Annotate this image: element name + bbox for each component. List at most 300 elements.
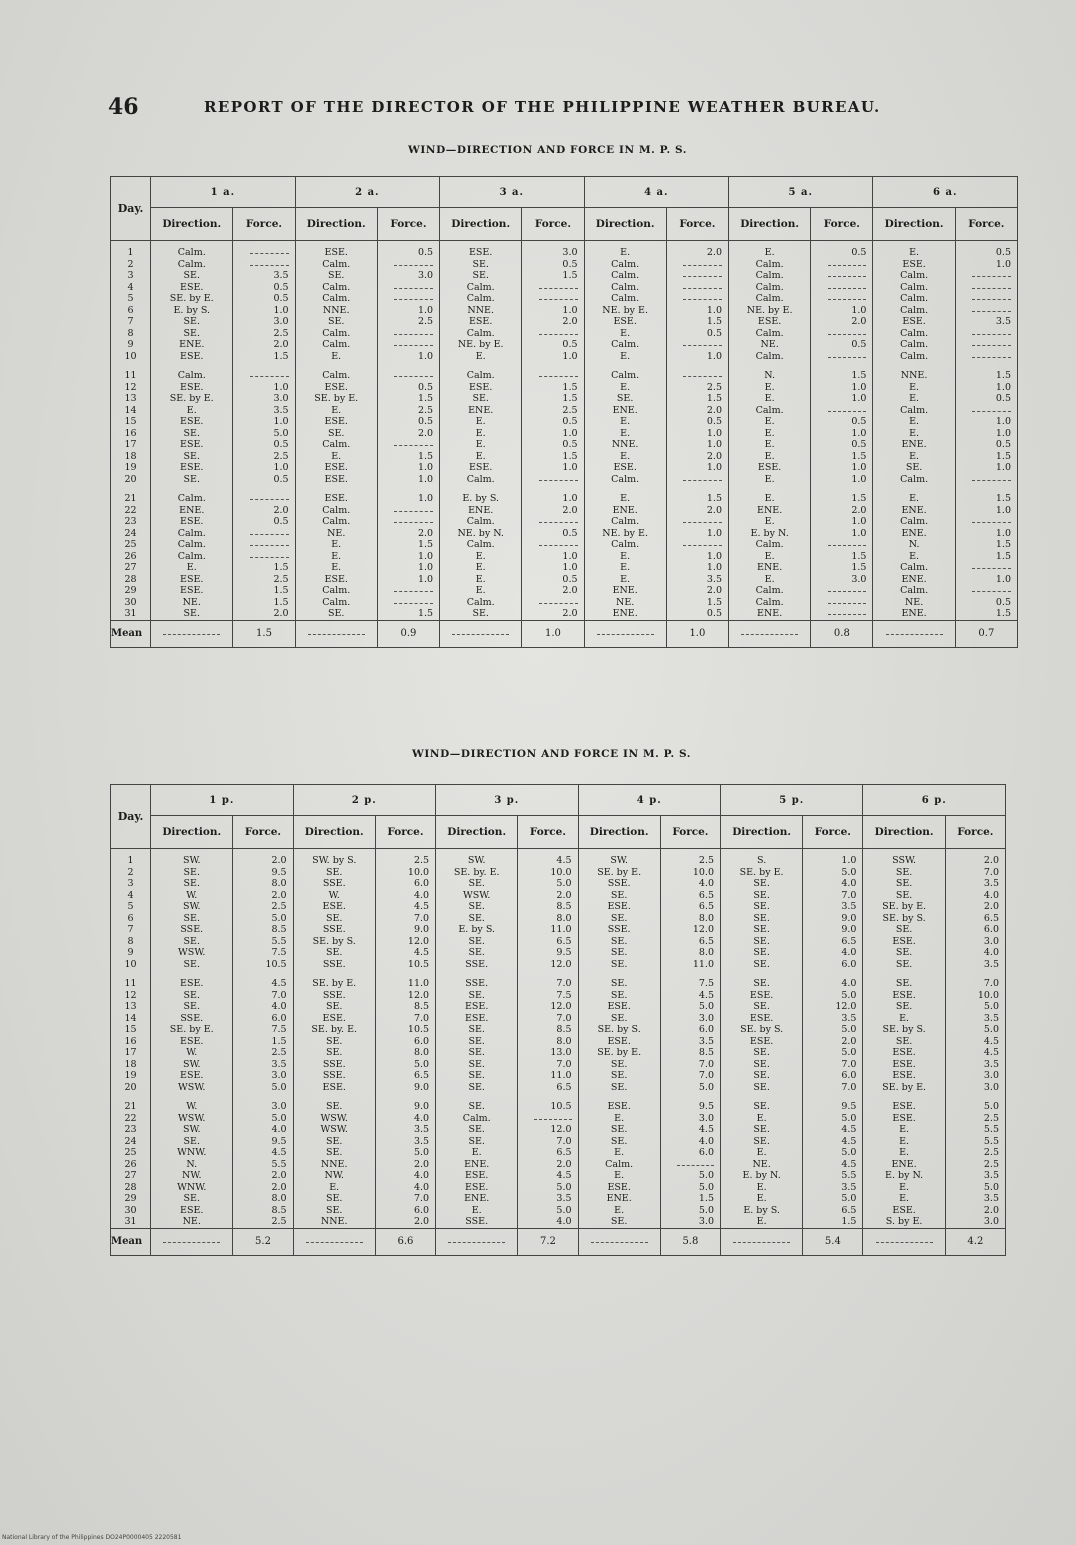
direction-value: SE. by. E.	[311, 1024, 358, 1035]
force-value	[233, 247, 288, 259]
direction-header: Direction.	[436, 816, 518, 849]
hour-header: 5 p.	[721, 785, 863, 816]
direction-value: NE.	[752, 1158, 771, 1170]
force-value: 5.5	[841, 1170, 857, 1181]
direction-value: Calm.	[900, 293, 929, 304]
force-value: 7.0	[556, 1058, 572, 1070]
direction-value: SE.	[183, 878, 200, 889]
force-value: 1.5	[706, 596, 722, 608]
force-value: 5.5	[271, 1158, 287, 1170]
direction-value: E.	[620, 381, 631, 393]
hour-header: 4 a.	[584, 177, 728, 208]
force-header: Force.	[522, 208, 584, 241]
direction-value: Calm.	[322, 504, 351, 516]
force-value: 1.5	[417, 450, 434, 462]
direction-value: Calm.	[322, 516, 351, 527]
force-value: 2.5	[983, 1147, 999, 1158]
direction-value: Calm.	[755, 327, 784, 339]
mean-direction-blank	[151, 620, 233, 647]
blank-dash	[741, 628, 798, 635]
force-value	[811, 328, 866, 340]
direction-value: ESE.	[180, 1070, 204, 1081]
force-value: 5.0	[698, 1001, 714, 1012]
direction-value: Calm.	[755, 258, 784, 270]
force-value: 4.0	[413, 1112, 430, 1124]
force-value: 6.5	[983, 912, 999, 924]
force-value	[378, 282, 433, 294]
force-header: Force.	[233, 208, 295, 241]
force-value: 1.5	[995, 539, 1011, 550]
day-number: 28	[124, 1181, 137, 1193]
direction-value: ENE.	[901, 527, 927, 539]
force-value	[661, 1159, 714, 1171]
force-value: 11.0	[692, 958, 714, 970]
force-value: 4.5	[841, 1135, 857, 1147]
force-value: 0.5	[851, 439, 867, 450]
direction-value: Calm.	[611, 539, 640, 550]
direction-value: E.	[475, 585, 486, 596]
day-number: 10	[124, 350, 137, 362]
day-number: 4	[127, 889, 134, 901]
day-number: 24	[124, 1135, 137, 1147]
force-value: 5.0	[556, 1181, 572, 1193]
direction-value: E.	[909, 450, 920, 462]
mean-direction-blank	[440, 620, 522, 647]
force-value: 6.5	[556, 935, 572, 947]
force-value: 1.0	[995, 462, 1011, 473]
force-value: 4.0	[983, 889, 999, 901]
direction-value: SE.	[895, 1001, 913, 1012]
direction-value: NW.	[182, 1170, 202, 1181]
direction-value: Calm.	[900, 404, 929, 416]
force-value: 6.0	[983, 924, 999, 935]
direction-value: SE.	[325, 947, 343, 958]
direction-value: Calm.	[322, 339, 351, 350]
direction-value: E.	[475, 550, 486, 562]
direction-value: E.	[620, 562, 631, 573]
force-value: 6.5	[698, 935, 714, 947]
force-value	[811, 270, 866, 282]
force-value: 1.0	[562, 550, 578, 562]
force-value: 7.5	[556, 989, 572, 1001]
force-value: 2.0	[417, 427, 434, 439]
direction-value: ESE.	[607, 901, 631, 912]
direction-value: SSE.	[322, 958, 346, 970]
day-number: 8	[127, 935, 134, 947]
direction-value: SE.	[610, 1135, 628, 1147]
direction-value: E.	[614, 1204, 625, 1216]
direction-column	[873, 241, 955, 621]
force-value: 1.5	[995, 493, 1011, 504]
direction-value: E.	[764, 393, 775, 404]
blank-dash	[539, 293, 578, 300]
blank-dash	[683, 259, 722, 266]
blank-dash	[876, 1236, 933, 1243]
direction-value: NE.	[182, 596, 201, 608]
blank-dash	[394, 439, 433, 446]
force-value: 1.5	[851, 493, 867, 504]
direction-value: SE.	[610, 889, 628, 901]
direction-value: ENE.	[468, 504, 494, 516]
direction-value: NNE.	[322, 304, 350, 316]
direction-value: SW.	[182, 855, 201, 866]
force-value: 2.0	[273, 339, 289, 350]
force-value: 4.5	[698, 1124, 714, 1135]
force-value: 1.5	[841, 1216, 857, 1227]
direction-value: Calm.	[755, 404, 784, 416]
blank-dash	[972, 516, 1011, 523]
force-value: 3.0	[271, 1101, 287, 1112]
day-number: 29	[124, 585, 137, 596]
direction-value: SE.	[327, 608, 345, 619]
force-value: 3.5	[841, 1012, 857, 1024]
direction-value: SE.	[325, 1101, 343, 1112]
mean-direction-blank	[151, 1228, 233, 1255]
force-value	[378, 370, 433, 382]
force-value: 1.5	[417, 539, 434, 550]
direction-value: SW.	[182, 1124, 201, 1135]
force-value: 2.0	[706, 247, 722, 258]
direction-value: SE.	[183, 1001, 200, 1012]
direction-value: ESE.	[324, 493, 348, 504]
blank-dash	[394, 293, 433, 300]
blank-dash	[972, 270, 1011, 277]
mean-force-value: 1.0	[522, 620, 584, 647]
table-caption-afternoon: WIND—DIRECTION AND FORCE IN M. P. S.	[412, 748, 692, 760]
force-value: 2.5	[983, 1158, 999, 1170]
blank-dash	[972, 474, 1011, 481]
direction-value: NNE.	[320, 1216, 348, 1227]
force-value: 4.0	[413, 889, 430, 901]
direction-value: SE.	[327, 270, 345, 281]
force-value: 4.0	[841, 947, 857, 958]
force-value	[811, 351, 866, 363]
force-value: 11.0	[407, 978, 430, 989]
direction-value: SE.	[325, 1047, 343, 1058]
force-value: 2.0	[562, 504, 578, 516]
mean-force-value: 4.2	[945, 1228, 1005, 1255]
force-value	[378, 585, 433, 597]
direction-value: Calm.	[605, 1158, 634, 1170]
day-number: 6	[127, 912, 134, 924]
direction-value: ENE.	[901, 504, 927, 516]
force-value	[811, 597, 866, 609]
direction-value: E.	[620, 427, 631, 439]
force-value: 1.5	[273, 562, 289, 573]
force-value: 3.5	[271, 1058, 287, 1070]
direction-value: SE.	[610, 978, 628, 989]
direction-value: E.	[475, 573, 486, 585]
force-value: 0.5	[273, 516, 289, 527]
force-column	[811, 241, 873, 621]
direction-value: ESE.	[324, 573, 348, 585]
force-value	[956, 562, 1011, 574]
direction-value: ESE.	[180, 416, 204, 427]
direction-value: ESE.	[322, 1012, 346, 1024]
hour-header: 3 a.	[440, 177, 584, 208]
force-value: 9.5	[271, 866, 287, 878]
direction-value: SE.	[753, 1047, 770, 1058]
force-value: 10.5	[407, 958, 430, 970]
direction-value: SE.	[753, 1070, 770, 1081]
direction-value: ENE.	[891, 1158, 917, 1170]
force-value	[667, 370, 722, 382]
force-value: 3.0	[983, 1070, 999, 1081]
force-value: 1.0	[273, 416, 289, 427]
direction-value: SE. by E.	[739, 866, 784, 878]
direction-value: SE.	[468, 1024, 485, 1035]
direction-value: E. by S.	[462, 493, 500, 504]
force-value: 4.0	[983, 947, 999, 958]
force-header: Force.	[660, 816, 720, 849]
force-value: 3.5	[983, 1170, 999, 1181]
direction-value: E.	[331, 404, 342, 416]
direction-value: SE.	[325, 1001, 343, 1012]
blank-dash	[828, 585, 867, 592]
footer-note: National Library of the Philippines DO24P0000405 2220581	[2, 1534, 182, 1541]
blank-dash	[534, 1113, 571, 1120]
direction-value: Calm.	[466, 473, 495, 485]
direction-column	[151, 241, 233, 621]
force-header: Force.	[518, 816, 578, 849]
force-value: 5.0	[271, 1081, 287, 1093]
force-value	[956, 351, 1011, 363]
force-value: 2.5	[271, 1216, 287, 1227]
direction-value: ESE.	[468, 316, 493, 327]
direction-value: ESE.	[180, 381, 204, 393]
direction-value: SE. by E.	[169, 393, 214, 404]
mean-label: Mean	[111, 1228, 151, 1255]
direction-value: SW.	[467, 855, 486, 866]
direction-value: ESE.	[468, 462, 493, 473]
blank-dash	[591, 1236, 648, 1243]
direction-header: Direction.	[721, 816, 803, 849]
direction-value: ENE.	[612, 585, 638, 596]
direction-value: E.	[471, 1204, 482, 1216]
direction-value: WNW.	[177, 1147, 207, 1158]
day-number: 23	[124, 1124, 137, 1135]
force-value	[518, 1113, 571, 1125]
direction-value: ESE.	[180, 439, 204, 450]
force-value: 12.0	[550, 1001, 572, 1012]
blank-dash	[683, 474, 722, 481]
blank-dash	[972, 585, 1011, 592]
direction-value: SW. by S.	[312, 855, 357, 866]
force-value	[233, 493, 288, 505]
direction-value: E.	[620, 550, 631, 562]
direction-value: Calm.	[177, 247, 206, 258]
direction-value: ENE.	[757, 504, 783, 516]
force-value: 6.5	[698, 889, 714, 901]
force-value: 1.0	[706, 304, 722, 316]
force-value: 1.5	[995, 608, 1011, 619]
direction-value: ESE.	[464, 1001, 489, 1012]
force-value: 8.5	[556, 901, 572, 912]
force-value	[233, 259, 288, 271]
day-number: 23	[124, 516, 137, 527]
force-value: 6.0	[698, 1024, 714, 1035]
force-value	[667, 474, 722, 486]
day-number: 3	[127, 270, 134, 281]
force-value: 4.5	[556, 1170, 572, 1181]
direction-header: Direction.	[578, 816, 660, 849]
blank-dash	[683, 539, 722, 546]
direction-value: Calm.	[466, 596, 495, 608]
day-number: 22	[124, 1112, 137, 1124]
blank-dash	[394, 282, 433, 289]
direction-value: SSE.	[607, 924, 631, 935]
force-value: 1.0	[273, 304, 289, 316]
force-value: 2.0	[413, 1158, 430, 1170]
direction-value: ENE.	[901, 608, 927, 619]
direction-value: E.	[764, 493, 775, 504]
direction-value: ENE.	[179, 504, 205, 516]
wind-table-afternoon	[110, 784, 1006, 1256]
direction-column	[584, 241, 666, 621]
mean-force-value: 6.6	[375, 1228, 435, 1255]
force-value: 3.0	[698, 1216, 714, 1227]
direction-value: Calm.	[177, 493, 206, 504]
blank-dash	[972, 293, 1011, 300]
force-value: 1.5	[417, 608, 434, 619]
force-value: 1.5	[995, 370, 1011, 381]
blank-dash	[972, 405, 1011, 412]
force-value: 8.0	[271, 1193, 287, 1204]
direction-value: NE. by E.	[602, 304, 649, 316]
force-header: Force.	[955, 208, 1017, 241]
force-value: 2.0	[562, 608, 578, 619]
force-value: 3.5	[413, 1124, 430, 1135]
force-value: 0.5	[273, 293, 289, 304]
blank-dash	[539, 370, 578, 377]
force-value: 2.0	[556, 1158, 572, 1170]
direction-value: SE.	[468, 935, 485, 947]
force-value: 3.5	[983, 958, 999, 970]
force-value: 2.5	[417, 316, 434, 327]
force-value	[956, 339, 1011, 351]
force-value	[956, 585, 1011, 597]
force-value: 3.5	[841, 901, 857, 912]
force-value: 6.0	[271, 1012, 287, 1024]
direction-value: SE.	[183, 327, 200, 339]
direction-value: E.	[620, 573, 631, 585]
force-value: 12.0	[550, 958, 572, 970]
direction-value: SE.	[610, 1058, 628, 1070]
force-value: 9.5	[271, 1135, 287, 1147]
direction-value: E.	[620, 247, 631, 258]
direction-value: WSW.	[462, 889, 491, 901]
direction-value: SE.	[468, 1135, 485, 1147]
force-value: 2.0	[556, 889, 572, 901]
direction-column	[729, 241, 811, 621]
force-value: 3.5	[841, 1181, 857, 1193]
force-header: Force.	[666, 208, 728, 241]
direction-value: ESE.	[324, 381, 348, 393]
direction-value: ESE.	[749, 1035, 774, 1047]
direction-value: ENE.	[612, 404, 638, 416]
force-value: 1.0	[851, 393, 867, 404]
force-value: 5.0	[983, 1001, 999, 1012]
force-value: 1.0	[851, 381, 867, 393]
force-value: 8.5	[271, 1204, 287, 1216]
force-value: 5.0	[841, 1147, 857, 1158]
force-value: 7.0	[841, 889, 857, 901]
force-value: 3.5	[273, 404, 289, 416]
day-number: 1	[127, 247, 134, 258]
blank-dash	[683, 516, 722, 523]
force-value: 1.0	[562, 350, 578, 362]
direction-value: NNE.	[320, 1158, 348, 1170]
day-number: 9	[127, 947, 134, 958]
force-value	[233, 528, 288, 540]
force-value: 4.5	[271, 978, 287, 989]
direction-value: SE.	[753, 1058, 770, 1070]
force-value	[522, 328, 577, 340]
direction-value: E.	[909, 493, 920, 504]
day-number: 24	[124, 527, 137, 539]
force-value: 2.5	[983, 1112, 999, 1124]
direction-value: SE.	[327, 427, 345, 439]
blank-dash	[828, 270, 867, 277]
mean-force-value: 5.2	[233, 1228, 293, 1255]
direction-value: Calm.	[900, 473, 929, 485]
direction-value: Calm.	[466, 327, 495, 339]
force-value: 9.0	[841, 924, 857, 935]
force-value: 8.0	[556, 912, 572, 924]
blank-dash	[683, 282, 722, 289]
direction-column	[151, 849, 233, 1229]
blank-dash	[683, 270, 722, 277]
direction-value: E.	[475, 427, 486, 439]
blank-dash	[539, 516, 578, 523]
blank-dash	[250, 247, 289, 254]
day-number: 14	[124, 404, 137, 416]
blank-dash	[539, 282, 578, 289]
direction-column	[293, 849, 375, 1229]
direction-value: SSE.	[607, 878, 631, 889]
day-number: 26	[124, 1158, 137, 1170]
direction-value: ESE.	[749, 1012, 774, 1024]
direction-header: Direction.	[295, 208, 377, 241]
force-value	[667, 293, 722, 305]
direction-value: ESE.	[607, 1001, 631, 1012]
force-value: 3.5	[413, 1135, 430, 1147]
direction-value: E.	[620, 416, 631, 427]
force-value: 8.5	[556, 1024, 572, 1035]
day-number: 13	[124, 1001, 137, 1012]
direction-value: SE. by S.	[597, 1024, 641, 1035]
force-value: 2.0	[851, 316, 867, 327]
direction-value: SE.	[610, 1124, 628, 1135]
direction-column	[440, 241, 522, 621]
blank-dash	[683, 370, 722, 377]
direction-value: NE.	[327, 527, 346, 539]
force-value: 7.0	[698, 1070, 714, 1081]
blank-dash	[972, 339, 1011, 346]
day-number: 10	[124, 958, 137, 970]
force-value: 10.0	[550, 866, 572, 878]
day-number: 21	[124, 493, 137, 504]
force-value	[522, 597, 577, 609]
force-value: 6.0	[841, 958, 857, 970]
mean-force-value: 1.0	[666, 620, 728, 647]
force-value: 2.0	[983, 855, 999, 866]
direction-value: Calm.	[177, 550, 206, 562]
direction-value: E. by N.	[750, 527, 789, 539]
direction-value: SE.	[183, 473, 200, 485]
direction-value: N.	[764, 370, 775, 381]
force-column	[803, 849, 863, 1229]
